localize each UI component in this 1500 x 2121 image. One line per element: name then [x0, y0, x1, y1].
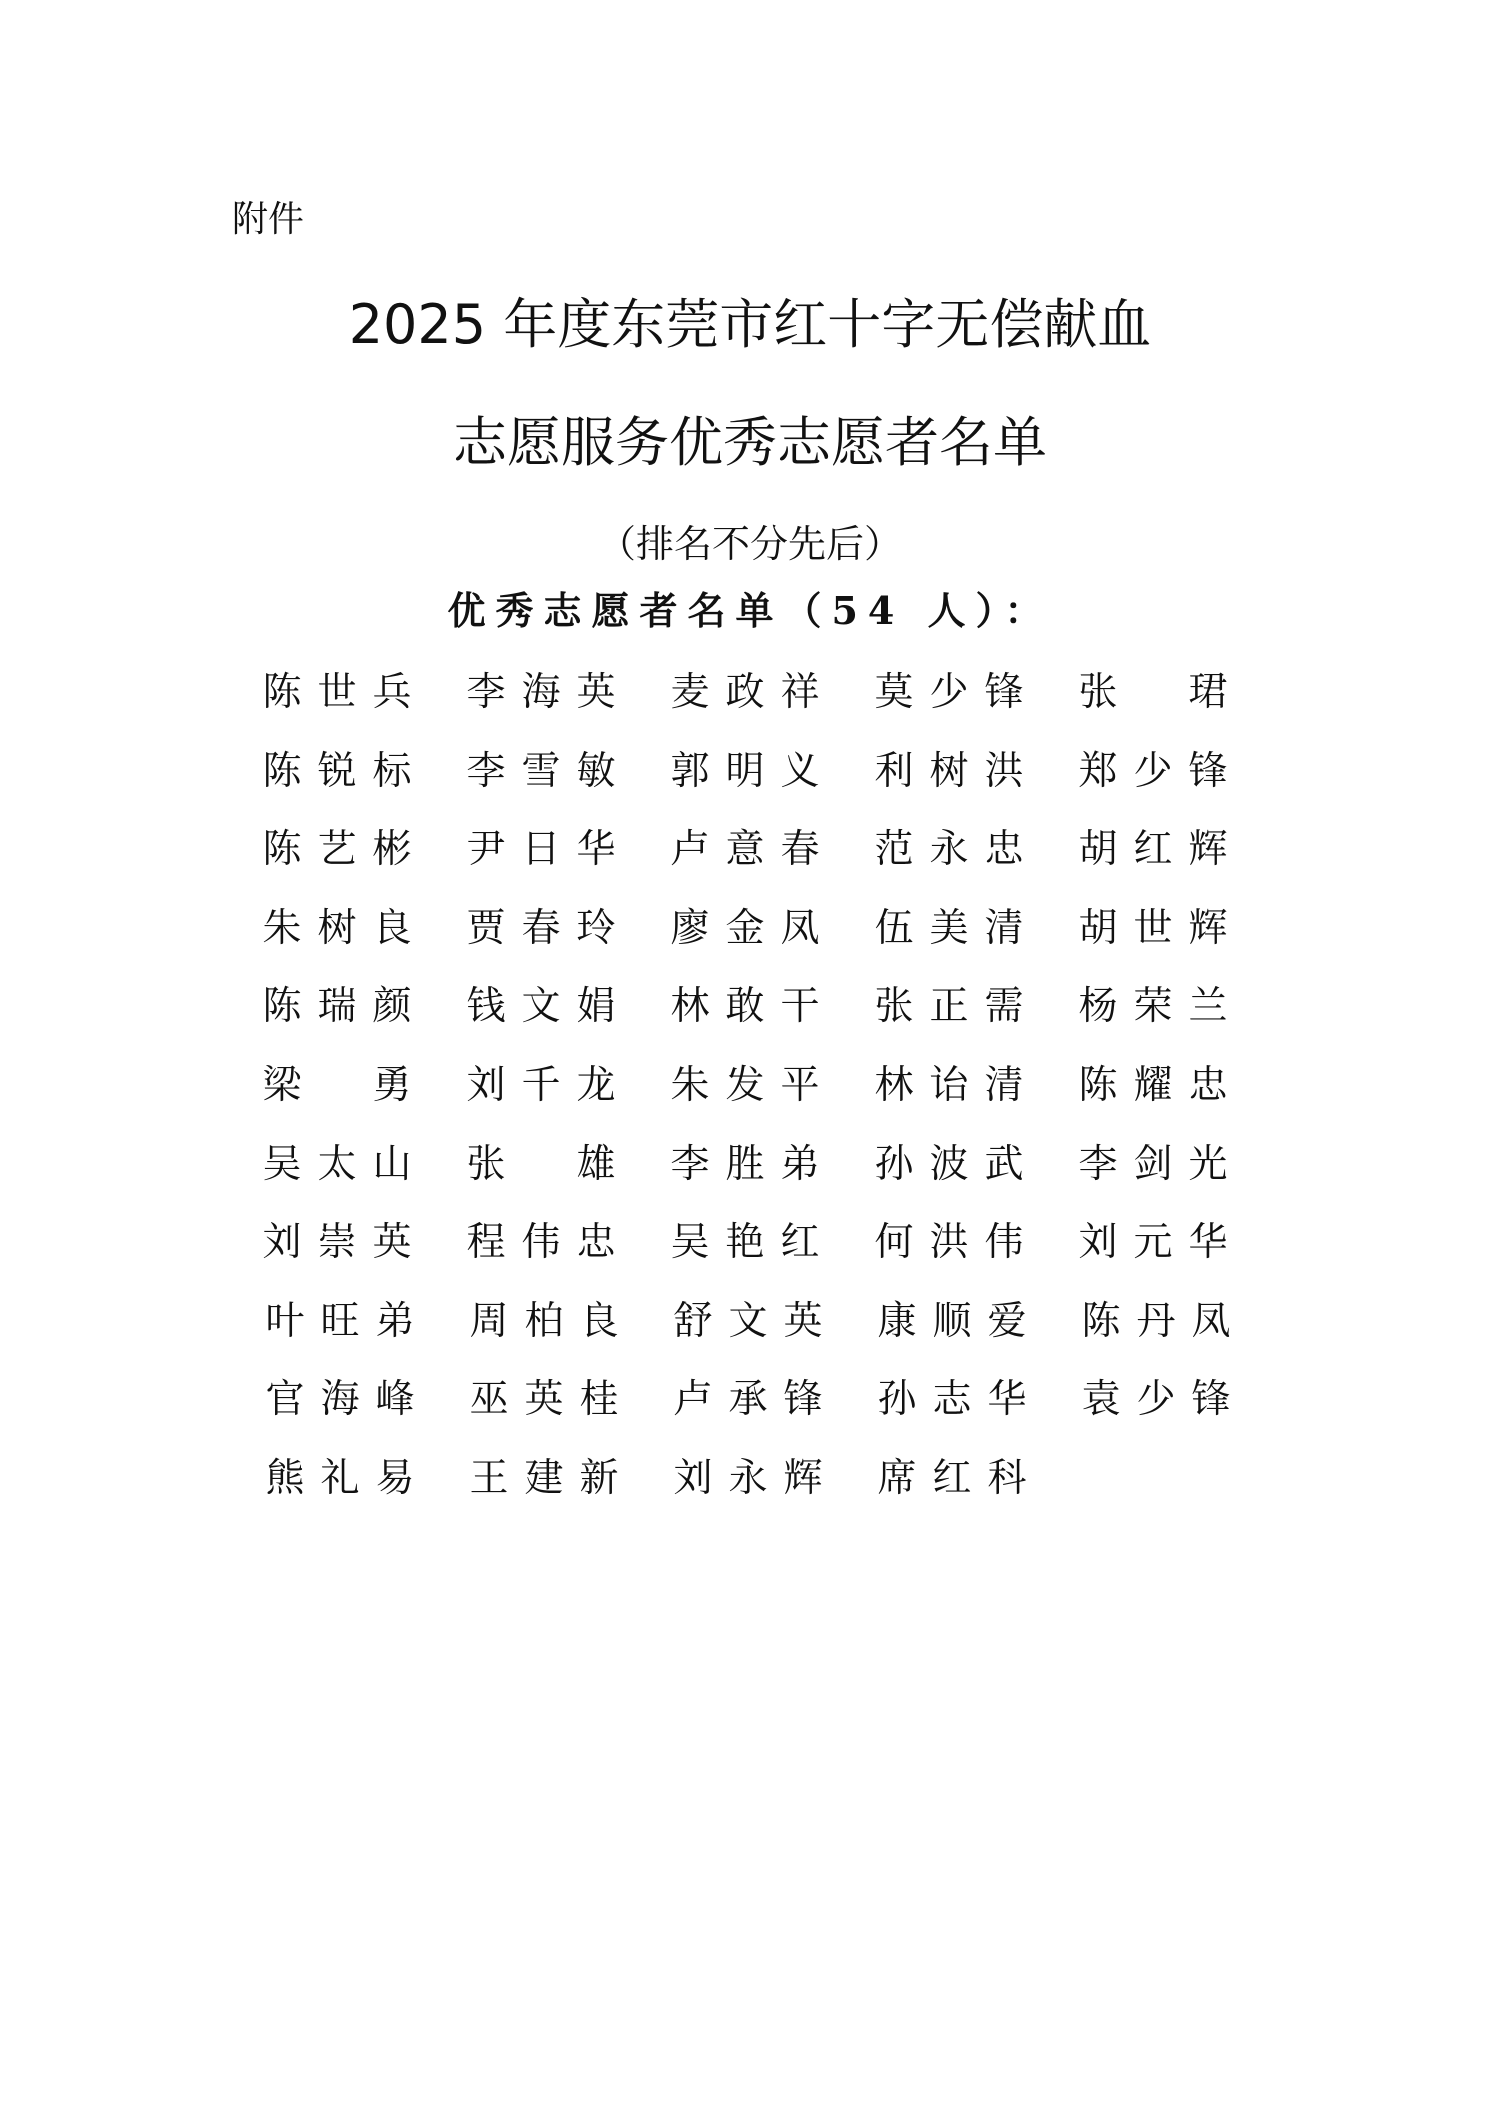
volunteer-name: 陈 世 兵 — [262, 670, 412, 715]
volunteer-name: 李 胜 弟 — [670, 1141, 820, 1187]
volunteer-name: 孙 志 华 — [877, 1377, 1027, 1423]
volunteer-name: 郭 明 义 — [670, 748, 820, 794]
volunteer-name: 李 海 英 — [466, 670, 616, 715]
volunteer-name: 刘 永 辉 — [673, 1456, 823, 1501]
volunteer-name: 张 正 需 — [874, 984, 1024, 1030]
volunteer-name: 陈 丹 凤 — [1081, 1298, 1231, 1344]
volunteer-name: 胡 世 辉 — [1078, 905, 1228, 951]
volunteer-name: 程 伟 忠 — [466, 1220, 616, 1266]
volunteer-name: 康 顺 爱 — [877, 1298, 1027, 1344]
volunteer-name: 张 珺 — [1078, 670, 1228, 715]
volunteer-name: 廖 金 凤 — [670, 905, 820, 951]
document-title-line-2: 志愿服务优秀志愿者名单 — [453, 411, 1047, 474]
volunteer-name: 刘 元 华 — [1078, 1220, 1228, 1266]
volunteer-name: 利 树 洪 — [874, 748, 1024, 794]
volunteer-name: 伍 美 清 — [874, 905, 1024, 951]
document-title-line-1: 2025 年度东莞市红十字无偿献血 — [348, 293, 1152, 356]
volunteer-name: 周 柏 良 — [469, 1298, 619, 1344]
volunteer-name: 陈 瑞 颜 — [262, 984, 412, 1030]
volunteer-name: 莫 少 锋 — [874, 670, 1024, 715]
volunteer-name: 熊 礼 易 — [265, 1456, 415, 1501]
volunteer-name: 范 永 忠 — [874, 827, 1024, 873]
volunteer-name: 舒 文 英 — [673, 1298, 823, 1344]
attachment-label: 附件 — [232, 199, 305, 240]
volunteer-name: 钱 文 娟 — [466, 984, 616, 1030]
volunteer-name: 叶 旺 弟 — [265, 1298, 415, 1344]
volunteer-name: 张 雄 — [466, 1141, 616, 1187]
volunteer-name: 林 诒 清 — [874, 1063, 1024, 1108]
volunteer-name: 何 洪 伟 — [874, 1220, 1024, 1266]
ordering-note: （排名不分先后） — [597, 522, 902, 566]
volunteer-name: 杨 荣 兰 — [1078, 984, 1228, 1030]
volunteer-name: 陈 锐 标 — [262, 748, 412, 794]
volunteer-name: 刘 崇 英 — [262, 1220, 412, 1266]
volunteer-name: 尹 日 华 — [466, 827, 616, 873]
volunteer-name: 王 建 新 — [469, 1456, 619, 1501]
section-heading: 优秀志愿者名单（54 人）： — [447, 588, 1053, 633]
volunteer-name: 巫 英 桂 — [469, 1377, 619, 1423]
volunteer-name: 陈 耀 忠 — [1078, 1063, 1228, 1108]
volunteer-name: 林 敢 干 — [670, 984, 820, 1030]
volunteer-name: 吴 艳 红 — [670, 1220, 820, 1266]
volunteer-name: 席 红 科 — [877, 1456, 1027, 1501]
volunteer-name: 官 海 峰 — [265, 1377, 415, 1423]
volunteer-name: 李 雪 敏 — [466, 748, 616, 794]
volunteer-name: 孙 波 武 — [874, 1141, 1024, 1187]
volunteer-name: 胡 红 辉 — [1078, 827, 1228, 873]
volunteer-name: 吴 太 山 — [262, 1141, 412, 1187]
volunteer-name: 麦 政 祥 — [670, 670, 820, 715]
volunteer-name: 卢 意 春 — [670, 827, 820, 873]
volunteer-name: 朱 树 良 — [262, 905, 412, 951]
volunteer-name: 朱 发 平 — [670, 1063, 820, 1108]
volunteer-name: 袁 少 锋 — [1081, 1377, 1231, 1423]
volunteer-name: 卢 承 锋 — [673, 1377, 823, 1423]
volunteer-name: 李 剑 光 — [1078, 1141, 1228, 1187]
volunteer-name: 陈 艺 彬 — [262, 827, 412, 873]
volunteer-name: 贾 春 玲 — [466, 905, 616, 951]
volunteer-name: 刘 千 龙 — [466, 1063, 616, 1108]
volunteer-name: 郑 少 锋 — [1078, 748, 1228, 794]
volunteer-name: 梁 勇 — [262, 1063, 412, 1108]
